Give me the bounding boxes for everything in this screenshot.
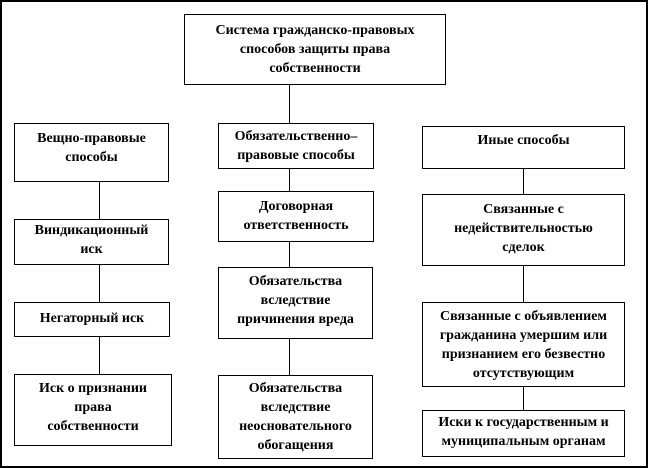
connector-line bbox=[523, 266, 524, 302]
connector-line bbox=[289, 169, 290, 191]
connector-line bbox=[523, 387, 524, 410]
connector-line bbox=[99, 182, 100, 219]
box-contractual-liability: Договорная ответственность bbox=[218, 191, 374, 242]
box-other-methods: Иные способы bbox=[422, 126, 625, 169]
connector-line bbox=[99, 265, 100, 302]
box-negatory-claim: Негаторный иск bbox=[14, 302, 170, 337]
connector-line bbox=[99, 337, 100, 374]
box-declared-deceased: Связанные с объявлением гражданина умершим или признанием его безвестно отсутствующим bbox=[422, 302, 625, 387]
connector-line bbox=[289, 242, 290, 267]
box-property-methods: Вещно-правовые способы bbox=[14, 123, 169, 182]
connector-line bbox=[523, 169, 524, 194]
connector-line bbox=[289, 85, 290, 123]
connector-line bbox=[289, 339, 290, 375]
box-claims-against-state-bodies: Иски к государственным и муниципальным органам bbox=[422, 410, 625, 457]
box-ownership-recognition-claim: Иск о признании права собственности bbox=[14, 374, 172, 446]
box-system-title: Система гражданско-правовых способов защиты права собственности bbox=[184, 14, 446, 85]
box-obligation-methods: Обязательственно– правовые способы bbox=[218, 123, 374, 169]
box-vindication-claim: Виндикационный иск bbox=[14, 219, 169, 265]
box-tort-obligations: Обязательства вследствие причинения вреда bbox=[218, 267, 373, 339]
box-unjust-enrichment-obligations: Обязательства вследствие неосновательного обогащения bbox=[218, 375, 373, 459]
box-invalid-transactions: Связанные с недействительностью сделок bbox=[422, 194, 625, 266]
